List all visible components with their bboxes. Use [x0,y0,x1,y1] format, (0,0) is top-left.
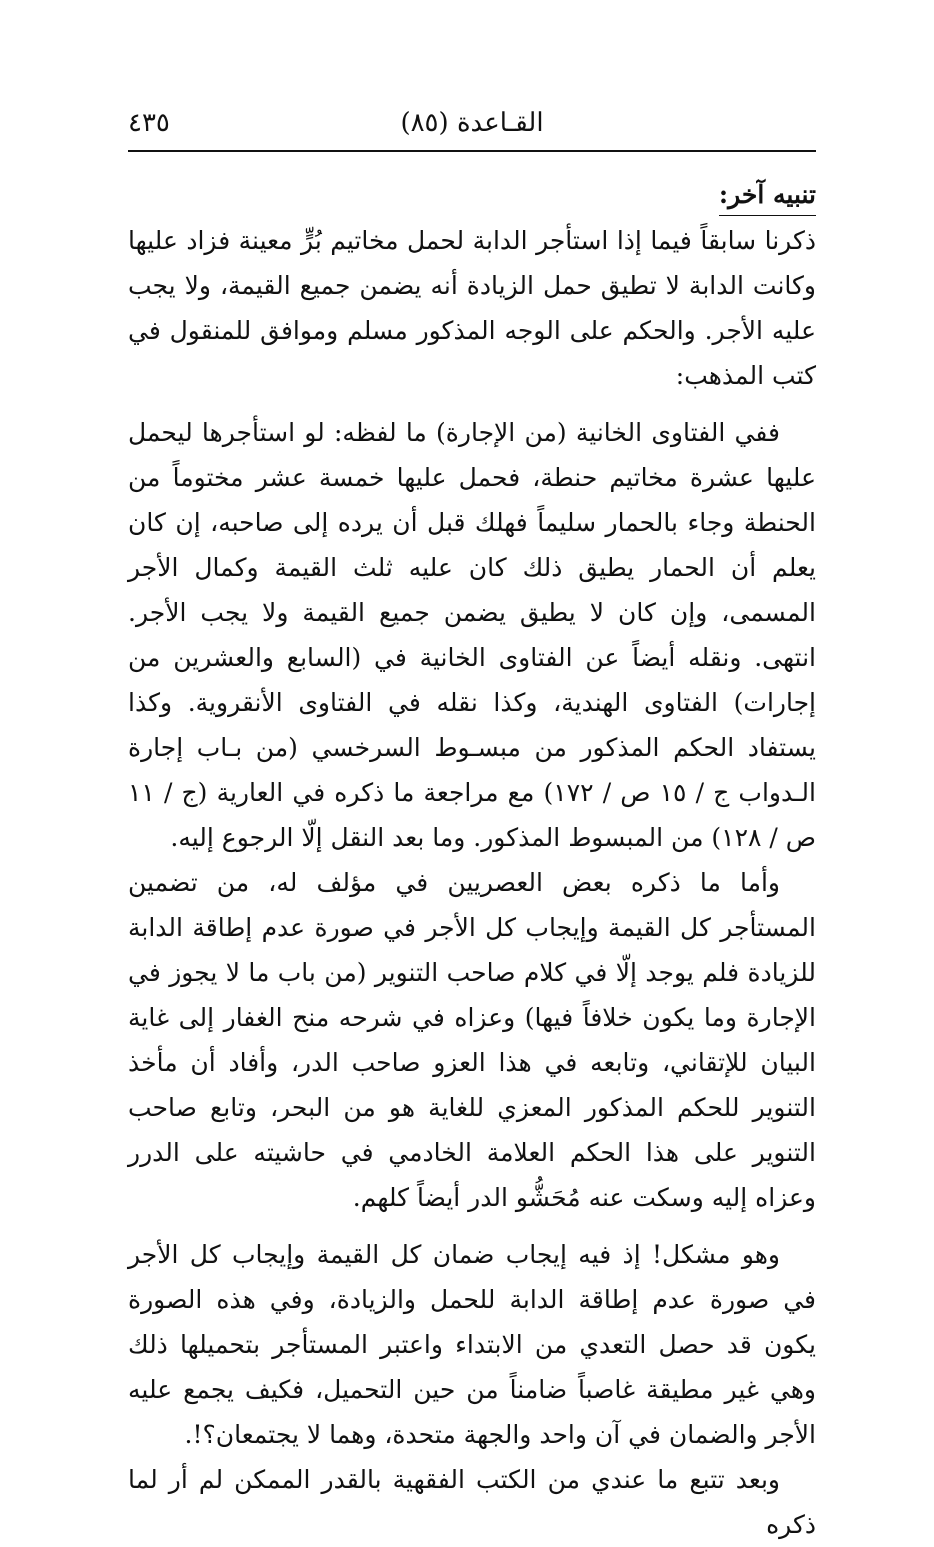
page-header [128,100,816,152]
paragraph-1: ذكرنا سابقاً فيما إذا استأجر الدابة لحمل مخاتيم بُرٍّ معينة فزاد عليها وكانت الدابة لا تطيق حمل الزيادة أنه يضمن جميع القيمة، ولا يجب عليه الأجر. والحكم على الوجه المذكور مسلم وموافق للمنقول في كتب المذهب: [128,226,816,390]
page-body [128,172,816,1547]
section-heading: تنبيه آخر: [719,175,816,216]
page-number: ٤٣٥ [128,108,170,138]
paragraph-2: ففي الفتاوى الخانية (من الإجارة) ما لفظه: لو استأجرها ليحمل عليها عشرة مخاتيم حنطة، فحمل عليها خمسة عشر مختوماً من الحنطة وجاء بالحمار سليماً فهلك قبل أن يرده إلى صاحبه، إن كان يعلم أن الحمار يطيق ذلك كان عليه ثلث القيمة وكمال الأجر المسمى، وإن كان لا يطيق يضمن جميع القيمة ولا يجب الأجر. انتهى. ونقله أيضاً عن الفتاوى الخانية في (السابع والعشرين من إجارات) الفتاوى الهندية، وكذا نقله في الفتاوى الأنقروية. وكذا يستفاد الحكم المذكور من مبسـوط السرخسي (من بـاب إجارة الـدواب ج / ١٥ ص / ١٧٢) مع مراجعة ما ذكره في العارية (ج / ١١ ص / ١٢٨) من المبسوط المذكور. وما بعد النقل إلّا الرجوع إليه. [128,418,816,852]
paragraph-3: وأما ما ذكره بعض العصريين في مؤلف له، من تضمين المستأجر كل القيمة وإيجاب كل الأجر في صورة عدم إطاقة الدابة للزيادة فلم يوجد إلّا في كلام صاحب التنوير (من باب ما لا يجوز في الإجارة وما يكون خلافاً فيها) وعزاه في شرحه منح الغفار إلى غاية البيان للإتقاني، وتابعه في هذا العزو صاحب الدر، وأفاد أن مأخذ التنوير للحكم المذكور المعزي للغاية هو من البحر، وتابع صاحب التنوير على هذا الحكم العلامة الخادمي في حاشيته على الدرر وعزاه إليه وسكت عنه مُحَشُّو الدر أيضاً كلهم. [128,868,816,1212]
running-title: القـاعدة (٨٥) [400,108,544,138]
paragraph-5: وبعد تتبع ما عندي من الكتب الفقهية بالقدر الممكن لم أر لما ذكره [128,1465,816,1539]
paragraph-4: وهو مشكل! إذ فيه إيجاب ضمان كل القيمة وإيجاب كل الأجر في صورة عدم إطاقة الدابة للحمل والزيادة، وفي هذه الصورة يكون قد حصل التعدي من الابتداء واعتبر المستأجر بتحميلها ذلك وهي غير مطيقة غاصباً ضامناً من حين التحميل، فكيف يجمع عليه الأجر والضمان في آن واحد والجهة متحدة، وهما لا يجتمعان؟!. [128,1240,816,1449]
